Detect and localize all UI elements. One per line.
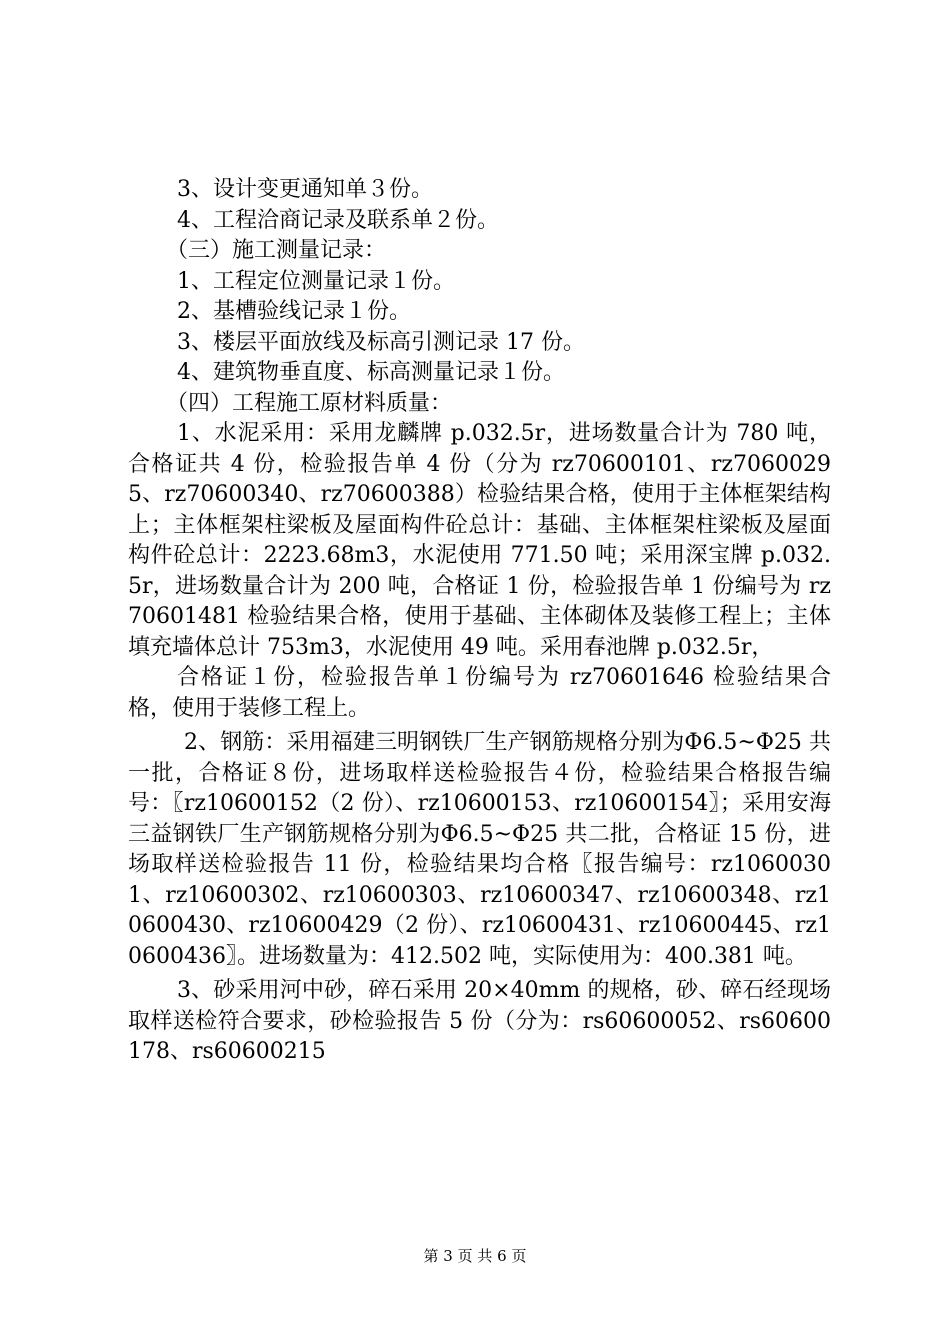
document-body [128, 175, 831, 1068]
text-line: 3、设计变更通知单３份。 [177, 177, 433, 202]
section-heading: （三）施工测量记录： [166, 238, 387, 263]
text-line: 3、楼层平面放线及标高引测记录 17 份。 [177, 329, 585, 355]
paragraph-cement: 1、水泥采用：采用龙麟牌 p.032.5r，进场数量合计为 780 吨，合格证共 4 份，检验报告单 4 份（分为 rz70600101、rz70600295、rz70600340、rz70600388）检验结果合格，使用于主体框架结构上；主体框架柱梁板及屋面构件砼总计：基础、主体框架柱梁板及屋面构件砼总计：2223.68m3，水泥使用 771.50 吨；采用深宝牌 p.032.5r，进场数量合计为 200 吨，合格证 1 份，检验报告单 1 份编号为 rz70601481 检验结果合格，使用于基础、主体砌体及装修工程上；主体填充墙体总计 753m3，水泥使用 49 吨。采用春池牌 p.032.5r， [128, 421, 831, 660]
text-line: 2、基槽验线记录１份。 [177, 299, 411, 324]
paragraph-sand: 3、砂采用河中砂，碎石采用 20×40mm 的规格，砂、碎石经现场取样送检符合要求，砂检验报告 5 份（分为：rs60600052、rs60600178、rs60600215 [128, 978, 831, 1064]
text-line: 4、建筑物垂直度、标高测量记录１份。 [177, 360, 565, 385]
text-line: 1、工程定位测量记录１份。 [177, 268, 455, 294]
paragraph-rebar: 2、钢筋：采用福建三明钢铁厂生产钢筋规格分别为Φ6.5~Φ25 共一批，合格证８份，进场取样送检验报告４份，检验结果合格报告编号：〖rz10600152（2 份）、rz10600153、rz10600154〗；采用安海三益钢铁厂生产钢筋规格分别为Φ6.5~Φ25 共二批，合格证 15 份，进场取样送检验报告 11 份，检验结果均合格〖报告编号：rz10600301、rz10600302、rz10600303、rz10600347、rz10600348、rz10600430、rz10600429（2 份）、rz10600431、rz10600445、rz10600436〗。进场数量为：412.502 吨，实际使用为：400.381 吨。 [128, 730, 831, 969]
paragraph-cement-cont: 合格证１份，检验报告单１份编号为 rz70601646 检验结果合格，使用于装修工程上。 [128, 665, 831, 721]
page-footer: 第 3 页 共 6 页 [423, 1247, 527, 1265]
text-line: 4、工程洽商记录及联系单２份。 [177, 207, 499, 233]
section-heading: （四）工程施工原材料质量： [166, 390, 453, 416]
